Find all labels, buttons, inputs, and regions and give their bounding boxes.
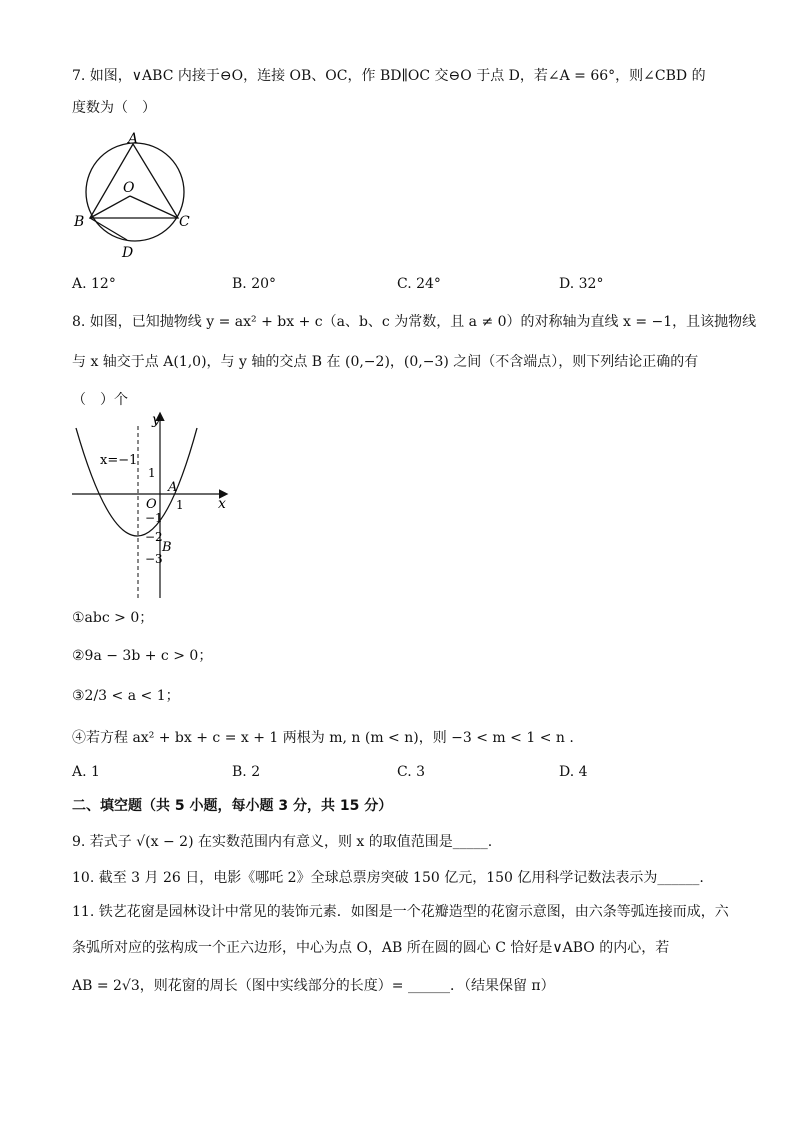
label-c: C — [179, 214, 190, 230]
parabola-curve — [76, 428, 197, 536]
q8-option-c[interactable]: C. 3 — [397, 764, 426, 780]
q8-option-b[interactable]: B. 2 — [232, 764, 261, 780]
q8-option-a[interactable]: A. 1 — [72, 764, 100, 780]
q8-statement-2: ②9a − 3b + c > 0； — [72, 648, 213, 664]
y-axis-label: y — [152, 412, 160, 428]
x-tick-1: 1 — [176, 498, 184, 512]
q8-text-line2: 与 x 轴交于点 A(1,0)，与 y 轴的交点 B 在 (0,−2)，(0,−3) 之间（不含端点），则下列结论正确的有 — [72, 354, 699, 370]
q8-text-line3: （ ）个 — [72, 392, 128, 408]
y-tick-1: 1 — [148, 466, 156, 480]
q7-circle-figure — [70, 130, 200, 260]
q8-parabola-graph — [66, 406, 236, 602]
y-tick-neg1: −1 — [145, 511, 163, 525]
q7-option-d[interactable]: D. 32° — [559, 276, 604, 292]
q8-options — [72, 764, 732, 784]
q7-option-c[interactable]: C. 24° — [397, 276, 441, 292]
origin-label: O — [146, 497, 157, 512]
y-tick-neg3: −3 — [145, 552, 163, 566]
q8-text-line1: 8. 如图，已知抛物线 y = ax² + bx + c（a、b、c 为常数，且 a ≠ 0）的对称轴为直线 x = −1，且该抛物线 — [72, 314, 757, 330]
y-tick-neg2: −2 — [145, 530, 163, 544]
q7-text-line2: 度数为（ ） — [72, 100, 156, 116]
circle-o — [86, 143, 184, 241]
q11-text-line1: 11. 铁艺花窗是园林设计中常见的装饰元素．如图是一个花瓣造型的花窗示意图，由六条等弧连接而成，六 — [72, 904, 729, 920]
q7-option-a[interactable]: A. 12° — [72, 276, 116, 292]
point-a-label: A — [168, 480, 178, 495]
q7-options — [72, 276, 732, 296]
q7-text-line1: 7. 如图，∨ABC 内接于⊖O，连接 OB、OC，作 BD∥OC 交⊖O 于点 D，若∠A = 66°，则∠CBD 的 — [72, 68, 706, 84]
q11-text-line3: AB = 2√3，则花窗的周长（图中实线部分的长度）= ______．（结果保留 π） — [72, 978, 555, 994]
segment-bd — [90, 218, 127, 240]
label-d: D — [122, 245, 134, 260]
section-2-title: 二、填空题（共 5 小题，每小题 3 分，共 15 分） — [72, 798, 393, 814]
label-b: B — [74, 214, 85, 230]
label-o: O — [123, 180, 135, 196]
q11-text-line2: 条弧所对应的弦构成一个正六边形，中心为点 O，AB 所在圆的圆心 C 恰好是∨ABO 的内心，若 — [72, 940, 670, 956]
x-axis-label: x — [218, 496, 226, 512]
axis-equation-label: x=−1 — [100, 453, 138, 468]
point-b-label: B — [162, 540, 172, 555]
q8-statement-1: ①abc > 0； — [72, 610, 154, 626]
q9-text: 9. 若式子 √(x − 2) 在实数范围内有意义，则 x 的取值范围是_____. — [72, 834, 493, 850]
q7-option-b[interactable]: B. 20° — [232, 276, 277, 292]
label-a: A — [128, 131, 139, 147]
q8-option-d[interactable]: D. 4 — [559, 764, 588, 780]
q8-statement-3: ③2/3 < a < 1； — [72, 688, 180, 704]
q10-text: 10. 截至 3 月 26 日，电影《哪吒 2》全球总票房突破 150 亿元，150 亿用科学记数法表示为______. — [72, 870, 704, 886]
q8-statement-4: ④若方程 ax² + bx + c = x + 1 两根为 m, n (m < n)，则 −3 < m < 1 < n . — [72, 730, 574, 746]
